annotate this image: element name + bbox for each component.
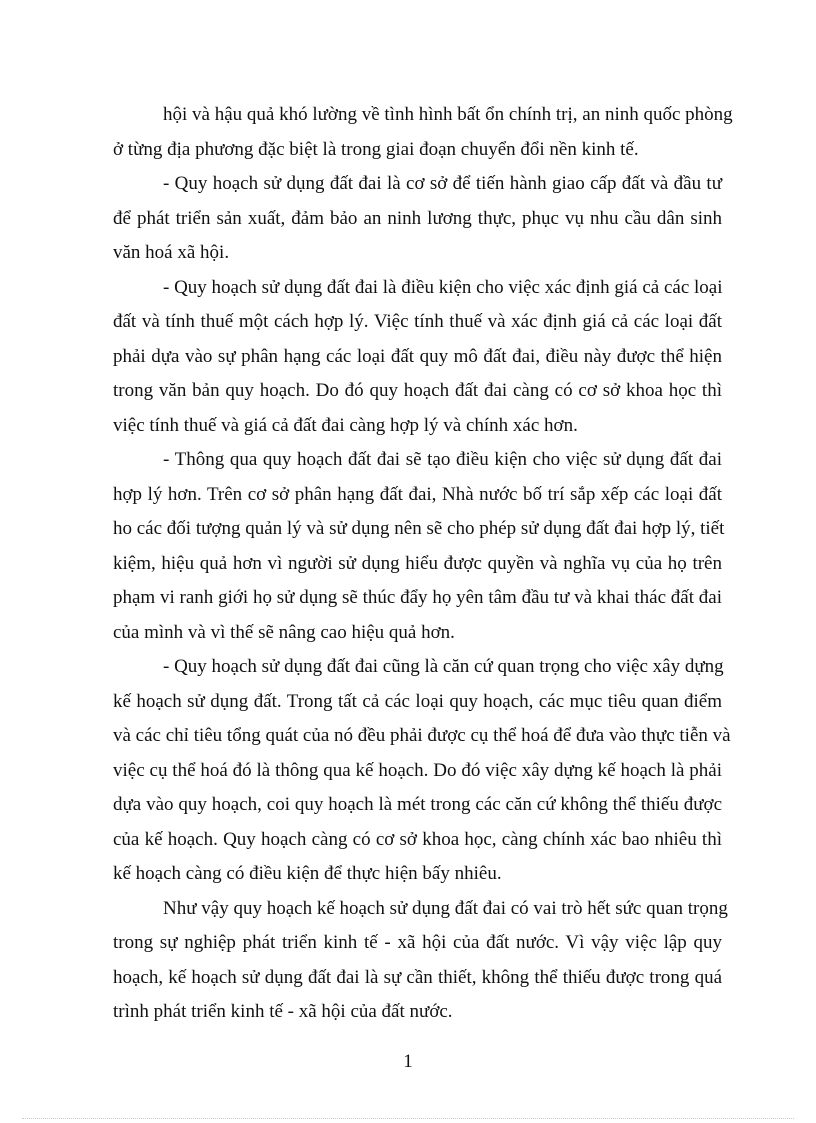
text-line: [0, 892, 816, 926]
page-number-text: 1: [403, 1051, 413, 1072]
line-text: của kế hoạch. Quy hoạch càng có cơ sở khoa học, càng chính xác bao nhiêu thì: [113, 829, 722, 850]
text-line: [0, 409, 816, 443]
text-line: [0, 719, 816, 753]
text-line: [0, 995, 816, 1029]
page-number: [0, 1048, 816, 1076]
line-text: - Thông qua quy hoạch đất đai sẽ tạo điều kiện cho việc sử dụng đất đai: [163, 449, 722, 470]
text-line: [0, 581, 816, 615]
line-text: đất và tính thuế một cách hợp lý. Việc tính thuế và xác định giá cả các loại đất: [113, 311, 722, 332]
text-line: [0, 133, 816, 167]
line-text: - Quy hoạch sử dụng đất đai là cơ sở để tiến hành giao cấp đất và đầu tư: [163, 173, 722, 194]
line-text: kế hoạch sử dụng đất. Trong tất cả các loại quy hoạch, các mục tiêu quan điểm: [113, 691, 722, 712]
text-line: [0, 650, 816, 684]
text-line: [0, 443, 816, 477]
line-text: văn hoá xã hội.: [113, 242, 230, 263]
line-text: và các chỉ tiêu tổng quát của nó đều phải được cụ thể hoá để đưa vào thực tiễn và: [113, 725, 731, 746]
line-text: để phát triển sản xuất, đảm bảo an ninh lương thực, phục vụ nhu cầu dân sinh: [113, 208, 722, 229]
text-line: [0, 754, 816, 788]
line-text: của mình và vì thế sẽ nâng cao hiệu quả hơn.: [113, 622, 455, 643]
text-line: [0, 98, 816, 132]
line-text: ho các đối tượng quản lý và sử dụng nên sẽ cho phép sử dụng đất đai hợp lý, tiết: [113, 518, 725, 539]
text-line: [0, 685, 816, 719]
line-text: Như vậy quy hoạch kế hoạch sử dụng đất đai có vai trò hết sức quan trọng: [163, 898, 728, 919]
line-text: việc cụ thể hoá đó là thông qua kế hoạch. Do đó việc xây dựng kế hoạch là phải: [113, 760, 722, 781]
line-text: kế hoạch càng có điều kiện để thực hiện bấy nhiêu.: [113, 863, 502, 884]
line-text: trong sự nghiệp phát triển kinh tế - xã hội của đất nước. Vì vậy việc lập quy: [113, 932, 722, 953]
text-line: [0, 547, 816, 581]
text-line: [0, 202, 816, 236]
text-line: [0, 823, 816, 857]
line-text: hội và hậu quả khó lường về tình hình bất ổn chính trị, an ninh quốc phòng: [163, 104, 733, 125]
line-text: trình phát triển kinh tế - xã hội của đất nước.: [113, 1001, 453, 1022]
line-text: ở từng địa phương đặc biệt là trong giai đoạn chuyển đổi nền kinh tế.: [113, 139, 639, 160]
text-line: [0, 236, 816, 270]
text-line: [0, 340, 816, 374]
line-text: trong văn bản quy hoạch. Do đó quy hoạch đất đai càng có cơ sở khoa học thì: [113, 380, 722, 401]
text-line: [0, 926, 816, 960]
text-line: [0, 305, 816, 339]
text-line: [0, 478, 816, 512]
text-line: [0, 271, 816, 305]
text-line: [0, 512, 816, 546]
text-line: [0, 374, 816, 408]
line-text: hoạch, kế hoạch sử dụng đất đai là sự cần thiết, không thể thiếu được trong quá: [113, 967, 722, 988]
text-line: [0, 616, 816, 650]
text-line: [0, 788, 816, 822]
line-text: phạm vi ranh giới họ sử dụng sẽ thúc đẩy họ yên tâm đầu tư và khai thác đất đai: [113, 587, 722, 608]
text-line: [0, 167, 816, 201]
line-text: - Quy hoạch sử dụng đất đai là điều kiện cho việc xác định giá cả các loại: [163, 277, 723, 298]
text-line: [0, 857, 816, 891]
line-text: kiệm, hiệu quả hơn vì người sử dụng hiểu được quyền và nghĩa vụ của họ trên: [113, 553, 722, 574]
line-text: việc tính thuế và giá cả đất đai càng hợp lý và chính xác hơn.: [113, 415, 578, 436]
line-text: phải dựa vào sự phân hạng các loại đất quy mô đất đai, điều này được thể hiện: [113, 346, 722, 367]
line-text: hợp lý hơn. Trên cơ sở phân hạng đất đai, Nhà nước bố trí sắp xếp các loại đất: [113, 484, 722, 505]
footer-divider: [22, 1118, 794, 1119]
line-text: - Quy hoạch sử dụng đất đai cũng là căn cứ quan trọng cho việc xây dựng: [163, 656, 724, 677]
text-line: [0, 961, 816, 995]
line-text: dựa vào quy hoạch, coi quy hoạch là mét trong các căn cứ không thể thiếu được: [113, 794, 722, 815]
